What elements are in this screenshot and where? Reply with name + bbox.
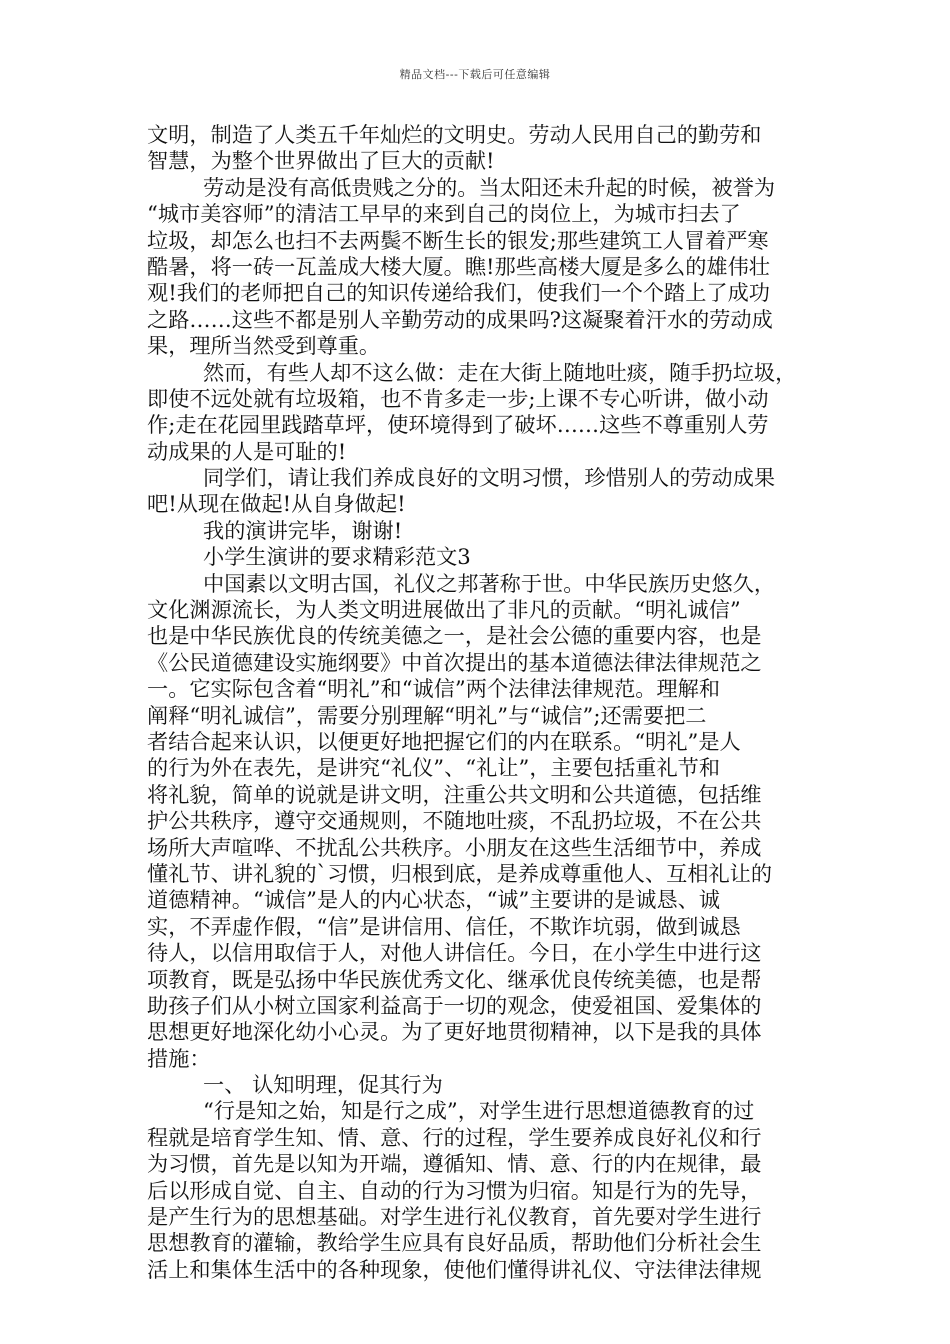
text-line: 程就是培育学生知、情、意、行的过程，学生要养成良好礼仪和行 <box>147 1124 762 1150</box>
text-line: 小学生演讲的要求精彩范文3 <box>203 544 471 570</box>
text-line: 吧!从现在做起!从自身做起! <box>147 491 406 517</box>
text-line: 同学们，请让我们养成良好的文明习惯，珍惜别人的劳动成果 <box>203 465 776 491</box>
text-line: 智慧，为整个世界做出了巨大的贡献! <box>147 148 495 174</box>
text-line: 后以形成自觉、自主、自动的行为习惯为归宿。知是行为的先导， <box>147 1177 762 1203</box>
text-line: 措施： <box>147 1045 211 1071</box>
text-line: 实，不弄虚作假，“信”是讲信用、信任，不欺诈坑弱，做到诚恳 <box>147 913 741 939</box>
text-line: 项教育，既是弘扬中华民族优秀文化、继承优良传统美德，也是帮 <box>147 966 762 992</box>
text-line: 之路……这些不都是别人辛勤劳动的成果吗?这凝聚着汗水的劳动成 <box>147 306 773 332</box>
text-line: 一、 认知明理，促其行为 <box>203 1072 443 1098</box>
text-line: “城市美容师”的清洁工早早的来到自己的岗位上，为城市扫去了 <box>147 201 741 227</box>
text-line: 助孩子们从小树立国家利益高于一切的观念，使爱祖国、爱集体的 <box>147 992 762 1018</box>
text-line: 思想教育的灌输，教给学生应具有良好品质，帮助他们分析社会生 <box>147 1230 762 1256</box>
text-line: 果，理所当然受到尊重。 <box>147 333 381 359</box>
text-line: 《公民道德建设实施纲要》中首次提出的基本道德法律法律规范之 <box>147 649 762 675</box>
text-line: 中国素以文明古国，礼仪之邦著称于世。中华民族历史悠久， <box>203 570 776 596</box>
text-line: 是产生行为的思想基础。对学生进行礼仪教育，首先要对学生进行 <box>147 1204 762 1230</box>
text-line: 即使不远处就有垃圾箱，也不肯多走一步;上课不专心听讲，做小动 <box>147 385 769 411</box>
text-line: 一。它实际包含着“明礼”和“诚信”两个法律法律规范。理解和 <box>147 676 721 702</box>
text-line: 作;走在花园里践踏草坪，使环境得到了破坏……这些不尊重别人劳 <box>147 412 769 438</box>
page-header: 精品文档---下载后可任意编辑 <box>399 68 551 81</box>
document-body <box>147 122 807 1283</box>
text-line: 道德精神。“诚信”是人的内心状态，“诚”主要讲的是诚恳、诚 <box>147 887 721 913</box>
text-line: “行是知之始，知是行之成”，对学生进行思想道德教育的过 <box>203 1098 755 1124</box>
text-line: 活上和集体生活中的各种现象，使他们懂得讲礼仪、守法律法律规 <box>147 1256 762 1282</box>
text-line: 酷暑，将一砖一瓦盖成大楼大厦。瞧!那些高楼大厦是多么的雄伟壮 <box>147 253 770 279</box>
text-line: 文化渊源流长，为人类文明进展做出了非凡的贡献。“明礼诚信” <box>147 597 741 623</box>
text-line: 文明，制造了人类五千年灿烂的文明史。劳动人民用自己的勤劳和 <box>147 122 762 147</box>
text-line: 者结合起来认识，以便更好地把握它们的内在联系。“明礼”是人 <box>147 728 741 754</box>
text-line: 也是中华民族优良的传统美德之一，是社会公德的重要内容，也是 <box>147 623 762 649</box>
text-line: 护公共秩序，遵守交通规则，不随地吐痰，不乱扔垃圾，不在公共 <box>147 808 762 834</box>
text-line: 思想更好地深化幼小心灵。为了更好地贯彻精神，以下是我的具体 <box>147 1019 762 1045</box>
text-line: 的行为外在表先，是讲究“礼仪”、“礼让”，主要包括重礼节和 <box>147 755 721 781</box>
text-line: 场所大声喧哗、不扰乱公共秩序。小朋友在这些生活细节中，养成 <box>147 834 762 860</box>
text-line: 将礼貌，简单的说就是讲文明，注重公共文明和公共道德，包括维 <box>147 781 762 807</box>
text-line: 待人，以信用取信于人，对他人讲信任。今日，在小学生中进行这 <box>147 940 762 966</box>
text-line: 劳动是没有高低贵贱之分的。当太阳还未升起的时候，被誉为 <box>203 174 776 200</box>
text-line: 动成果的人是可耻的! <box>147 438 347 464</box>
text-line: 为习惯，首先是以知为开端，遵循知、情、意、行的内在规律，最 <box>147 1151 762 1177</box>
text-line: 懂礼节、讲礼貌的`习惯，归根到底，是养成尊重他人、互相礼让的 <box>147 860 773 886</box>
text-line: 然而，有些人却不这么做：走在大街上随地吐痰，随手扔垃圾， <box>203 359 797 385</box>
text-line: 观!我们的老师把自己的知识传递给我们，使我们一个个踏上了成功 <box>147 280 770 306</box>
text-line: 垃圾，却怎么也扫不去两鬓不断生长的银发;那些建筑工人冒着严寒 <box>147 227 769 253</box>
text-line: 阐释“明礼诚信”，需要分别理解“明礼”与“诚信”;还需要把二 <box>147 702 707 728</box>
text-line: 我的演讲完毕，谢谢! <box>203 517 403 543</box>
